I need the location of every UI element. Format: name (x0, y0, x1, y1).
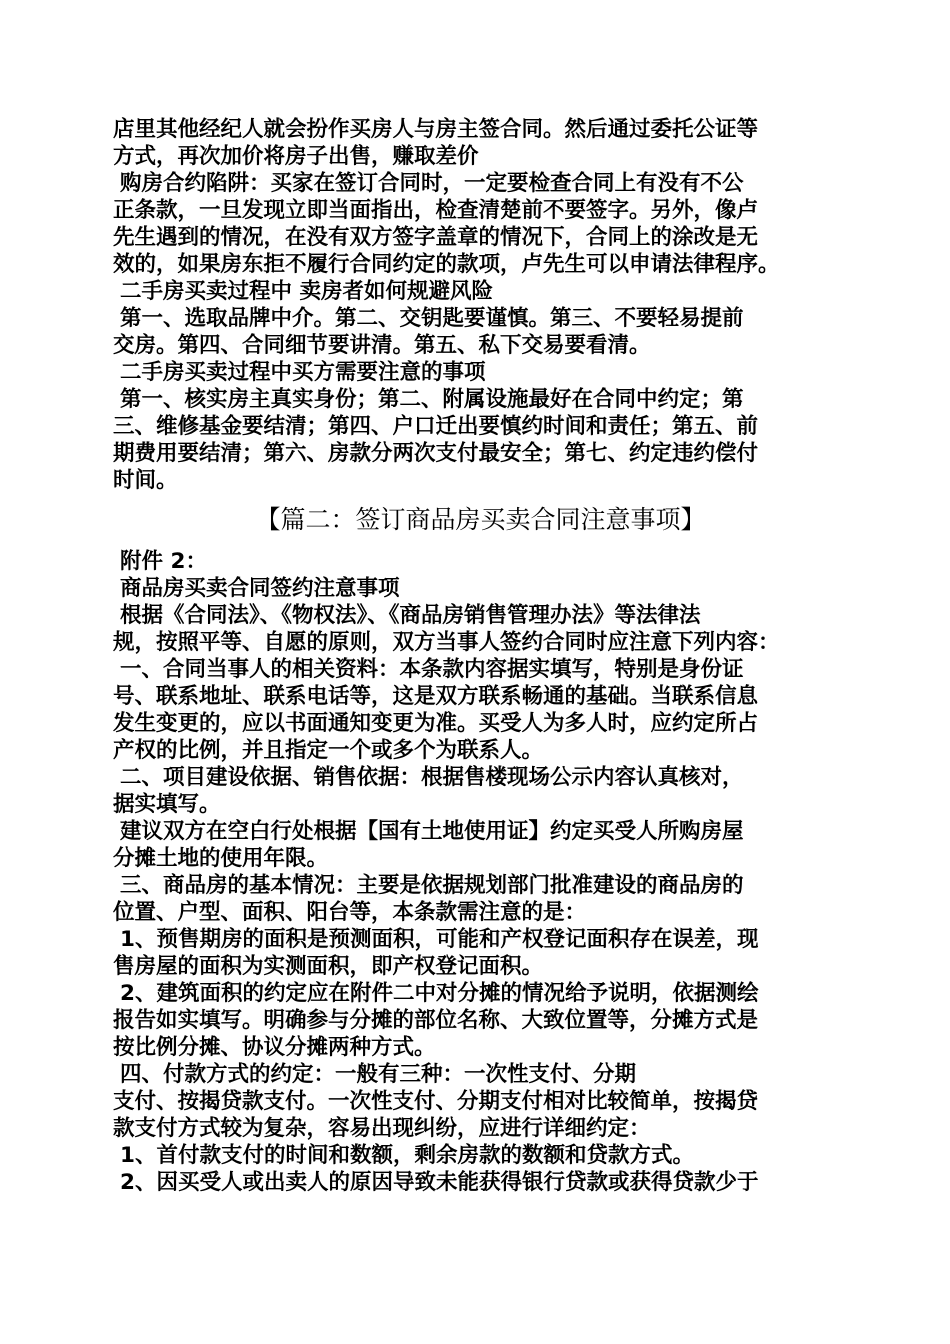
section-heading: 【篇二：签订商品房买卖合同注意事项】 (255, 505, 706, 534)
text-line: 款支付方式较为复杂，容易出现纠纷，应进行详细约定： (113, 1116, 651, 1141)
text-line: 交房。第四、合同细节要讲清。第五、私下交易要看清。 (113, 333, 651, 358)
text-line: 第一、核实房主真实身份；第二、附属设施最好在合同中约定；第 (120, 387, 744, 412)
text-line: 产权的比例，并且指定一个或多个为联系人。 (113, 738, 544, 763)
text-line: 2、建筑面积的约定应在附件二中对分摊的情况给予说明，依据测绘 (120, 981, 759, 1006)
document-body (113, 116, 848, 1196)
section-one-text (113, 116, 848, 494)
text-line: 支付、按揭贷款支付。一次性支付、分期支付相对比较简单，按揭贷 (113, 1089, 759, 1114)
text-line: 报告如实填写。明确参与分摊的部位名称、大致位置等，分摊方式是 (113, 1008, 759, 1033)
text-line: 1、预售期房的面积是预测面积，可能和产权登记面积存在误差，现 (120, 927, 759, 952)
text-line: 据实填写。 (113, 792, 221, 817)
text-line: 四、付款方式的约定：一般有三种：一次性支付、分期 (120, 1062, 637, 1087)
text-line: 二手房买卖过程中买方需要注意的事项 (120, 360, 486, 385)
text-line: 1、首付款支付的时间和数额，剩余房款的数额和贷款方式。 (120, 1143, 694, 1168)
text-line: 位置、户型、面积、阳台等，本条款需注意的是： (113, 900, 587, 925)
text-line: 规，按照平等、自愿的原则，双方当事人签约合同时应注意下列内容： (113, 630, 780, 655)
text-line: 第一、选取品牌中介。第二、交钥匙要谨慎。第三、不要轻易提前 (120, 306, 744, 331)
text-line: 按比例分摊、协议分摊两种方式。 (113, 1035, 436, 1060)
text-line: 方式，再次加价将房子出售，赚取差价 (113, 144, 479, 169)
text-line: 附件 2： (120, 549, 207, 574)
text-line: 根据《合同法》、《物权法》、《商品房销售管理办法》等法律法 (120, 603, 701, 628)
text-line: 时间。 (113, 468, 178, 493)
text-line: 分摊土地的使用年限。 (113, 846, 329, 871)
text-line: 建议双方在空白行处根据【国有土地使用证】约定买受人所购房屋 (120, 819, 744, 844)
text-line: 购房合约陷阱：买家在签订合同时，一定要检查合同上有没有不公 (120, 171, 744, 196)
text-line: 售房屋的面积为实测面积，即产权登记面积。 (113, 954, 544, 979)
text-line: 期费用要结清；第六、房款分两次支付最安全；第七、约定违约偿付 (113, 441, 759, 466)
text-line: 发生变更的，应以书面通知变更为准。买受人为多人时，应约定所占 (113, 711, 759, 736)
text-line: 三、维修基金要结清；第四、户口迁出要慎约时间和责任；第五、前 (113, 414, 759, 439)
text-line: 商品房买卖合同签约注意事项 (120, 576, 400, 601)
text-line: 一、合同当事人的相关资料：本条款内容据实填写，特别是身份证 (120, 657, 744, 682)
text-line: 号、联系地址、联系电话等，这是双方联系畅通的基础。当联系信息 (113, 684, 759, 709)
text-line: 店里其他经纪人就会扮作买房人与房主签合同。然后通过委托公证等 (113, 117, 759, 142)
text-line: 效的，如果房东拒不履行合同约定的款项，卢先生可以申请法律程序。 (113, 252, 780, 277)
text-line: 二、项目建设依据、销售依据：根据售楼现场公示内容认真核对， (120, 765, 744, 790)
text-line: 正条款，一旦发现立即当面指出，检查清楚前不要签字。另外，像卢 (113, 198, 759, 223)
text-line: 2、因买受人或出卖人的原因导致未能获得银行贷款或获得贷款少于 (120, 1170, 759, 1195)
text-line: 二手房买卖过程中 卖房者如何规避风险 (120, 279, 493, 304)
section-two-text (113, 548, 848, 1196)
text-line: 三、商品房的基本情况：主要是依据规划部门批准建设的商品房的 (120, 873, 744, 898)
text-line: 先生遇到的情况，在没有双方签字盖章的情况下，合同上的涂改是无 (113, 225, 759, 250)
